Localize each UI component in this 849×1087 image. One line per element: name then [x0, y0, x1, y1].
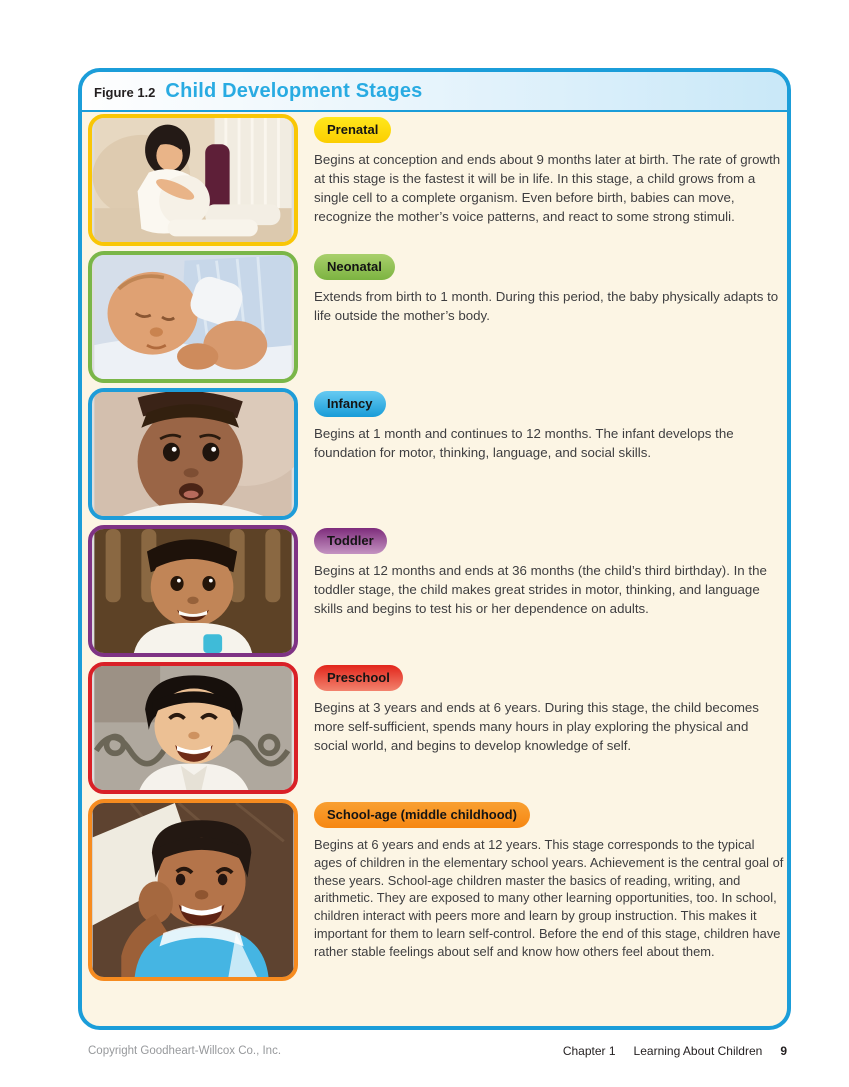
stage-body-neonatal — [314, 251, 784, 383]
stage-body-prenatal — [314, 114, 784, 246]
prenatal-description: Begins at conception and ends about 9 months later at birth. The rate of growth at this stage is the fastest it will be in life. In this stage, a child grows from a single cell to a complete organism. Even before birth, babies can move, recognize the mother’s voice patterns, and react to some strong stimuli. — [314, 152, 781, 224]
stage-row-neonatal — [88, 251, 787, 383]
preschool-description: Begins at 3 years and ends at 6 years. During this stage, the child becomes more self-sufficient, spends many hours in play exploring the physical and social world, and begins to develop knowledge of self. — [314, 700, 759, 753]
figure-box — [78, 68, 791, 1030]
figure-content — [82, 112, 787, 981]
neonatal-description: Extends from birth to 1 month. During this period, the baby physically adapts to life outside the mother’s body. — [314, 289, 779, 323]
prenatal-photo — [88, 114, 298, 246]
stage-body-preschool — [314, 662, 784, 794]
figure-header — [82, 72, 787, 112]
infancy-description: Begins at 1 month and continues to 12 months. The infant develops the foundation for motor, thinking, language, and social skills. — [314, 426, 734, 460]
infancy-photo-illustration — [92, 392, 294, 516]
neonatal-badge: Neonatal — [314, 254, 395, 280]
prenatal-photo-illustration — [92, 118, 294, 242]
stage-body-infancy — [314, 388, 784, 520]
toddler-badge: Toddler — [314, 528, 387, 554]
toddler-photo-illustration — [92, 529, 294, 653]
figure-title: Child Development Stages — [165, 79, 423, 102]
footer-right — [563, 1044, 787, 1058]
preschool-photo-illustration — [92, 666, 294, 790]
stage-row-preschool — [88, 662, 787, 794]
preschool-badge: Preschool — [314, 665, 403, 691]
stage-body-toddler — [314, 525, 784, 657]
toddler-description: Begins at 12 months and ends at 36 months (the child’s third birthday). In the toddler stage, the child makes great strides in motor, thinking, and language skills and begins to test his or her dependence on adults. — [314, 563, 767, 616]
school-age-photo-illustration — [92, 803, 294, 977]
stage-body-school-age — [314, 799, 784, 981]
infancy-badge: Infancy — [314, 391, 386, 417]
school-age-photo — [88, 799, 298, 981]
toddler-photo — [88, 525, 298, 657]
footer-chapter-title: Learning About Children — [633, 1044, 763, 1058]
figure-number-label: Figure 1.2 — [94, 85, 156, 100]
prenatal-badge: Prenatal — [314, 117, 391, 143]
stage-row-toddler — [88, 525, 787, 657]
footer-chapter-label: Chapter 1 — [562, 1044, 616, 1058]
stage-row-school-age — [88, 799, 787, 981]
preschool-photo — [88, 662, 298, 794]
school-age-description: Begins at 6 years and ends at 12 years. This stage corresponds to the typical ages of children in the elementary school years. Achievement is the central goal of these years. School-age children master the basics of reading, writing, and arithmetic. They are exposed to many other learning opportunities, too. In school, children interact with peers more and learn by group instruction. This makes it important for them to learn self-control. Before the end of this stage, children have rather stable feelings about self and know how others feel about them. — [314, 837, 784, 959]
infancy-photo — [88, 388, 298, 520]
stage-row-prenatal — [88, 114, 787, 246]
neonatal-photo — [88, 251, 298, 383]
stage-row-infancy — [88, 388, 787, 520]
neonatal-photo-illustration — [92, 255, 294, 379]
footer-page-number: 9 — [780, 1044, 787, 1058]
school-age-badge: School-age (middle childhood) — [314, 802, 530, 828]
footer-copyright: Copyright Goodheart-Willcox Co., Inc. — [88, 1045, 282, 1057]
